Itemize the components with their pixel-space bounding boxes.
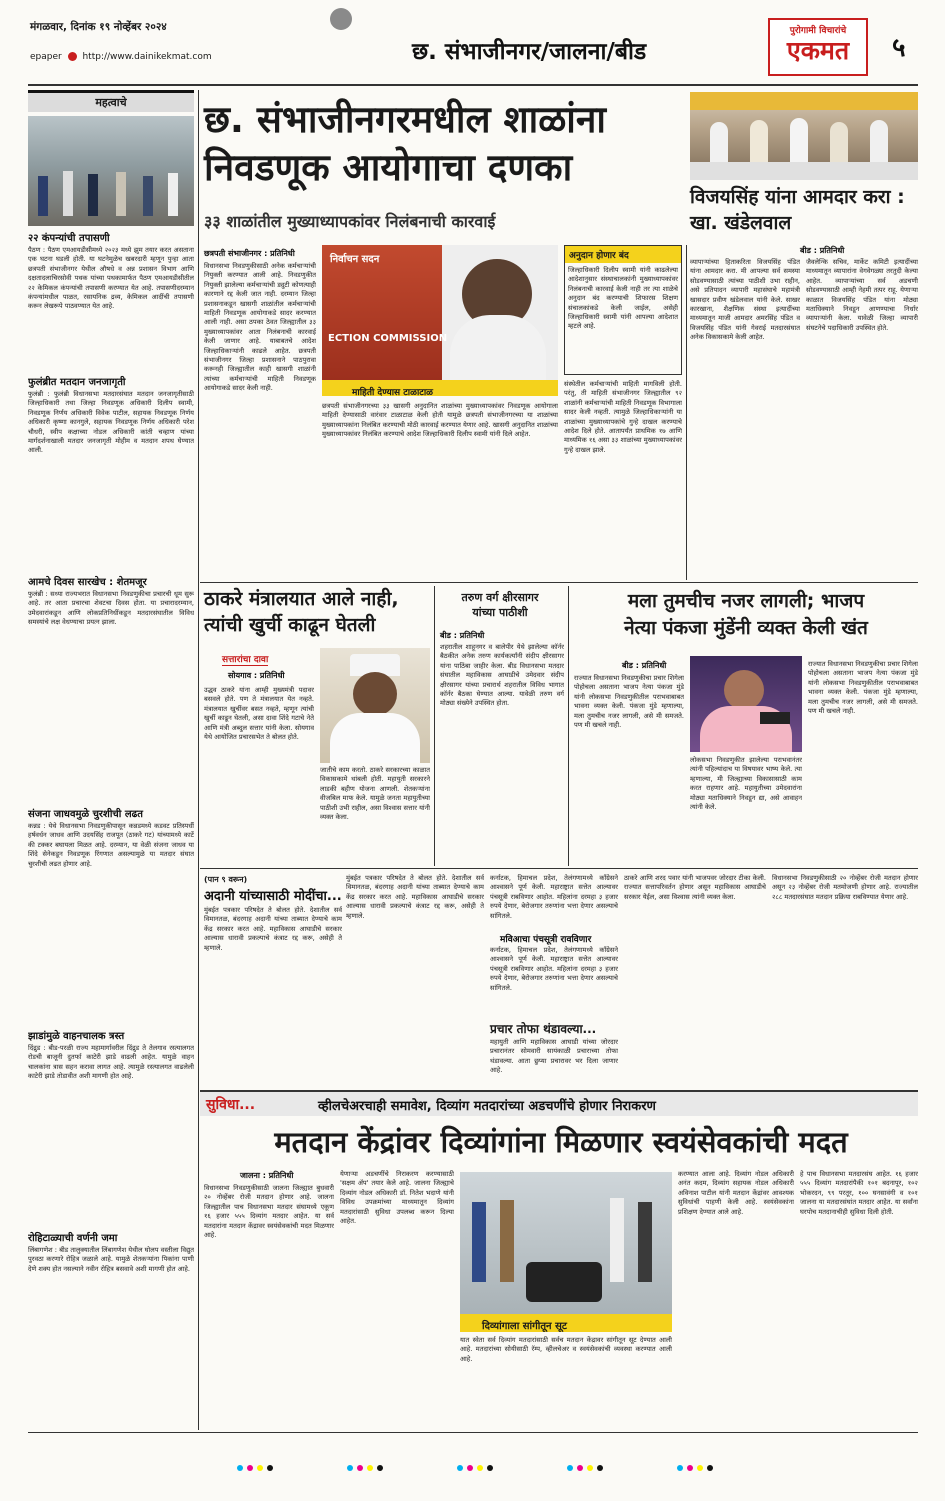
lead-headline-line1: छ. संभाजीनगरमधील शाळांना: [204, 98, 607, 141]
kshirsagar-dateline: बीड : प्रतिनिधी: [440, 631, 485, 640]
lead-photo-caption-text: माहिती देण्यास टाळाटाळ: [352, 388, 433, 398]
sidebar-item-4: [28, 1028, 194, 1224]
lead-photo-caption: [322, 380, 558, 396]
mid-rule-1: [200, 582, 918, 583]
brand-name: एकमत: [786, 36, 850, 65]
mid-rule-2: [200, 868, 918, 869]
suvidha-headline: मतदान केंद्रांवर दिव्यांगांना मिळणार स्वयंसेवकांची मदत: [274, 1125, 848, 1159]
lead-photo: [322, 245, 558, 380]
section-title: छ. संभाजीनगर/जालना/बीड: [412, 39, 647, 65]
thackeray-headline-line2: त्यांची खुर्ची काढून घेतली: [204, 614, 376, 636]
masthead: [0, 0, 945, 86]
sidebar-photo: [28, 116, 194, 226]
adani-jump: (पान ९ वरून): [204, 875, 248, 884]
footer-rule: [28, 1432, 918, 1433]
kshirsagar-divider: [568, 586, 569, 866]
thackeray-col1: उद्धव ठाकरे यांना आम्ही मुख्यमंत्री पदावर बसवले होते. पण ते मंत्रालयात येत नव्हते. मंत्रालयात खुर्चीवर बसत नव्हते, म्हणून त्यांची खुर्ची काढून घेतली, असा दावा शिंदे गटाचे नेते आणि मंत्री अब्दुल सत्तार यांनी केला. सोयगाव येथे आयोजित प्रचारसभेत ते बोलत होते.: [204, 686, 314, 742]
khandelwal-photo: [690, 92, 918, 180]
issue-date: मंगळवार, दिनांक १९ नोव्हेंबर २०२४: [30, 21, 167, 33]
brand-tagline: पुरोगामी विचारांचे: [789, 26, 847, 36]
website-url[interactable]: http://www.dainikekmat.com: [82, 52, 212, 62]
lead-right-divider: [686, 245, 687, 580]
pankaja-headline-line1: मला तुमचीच नजर लागली; भाजप: [627, 590, 865, 612]
suvidha-strip: [200, 1090, 918, 1116]
adani-col2: मुंबईत पत्रकार परिषदेत ते बोलत होते. देशातील सर्व विमानतळ, बंदरगाह अदानी यांच्या ताब्यात देण्याचे काम केंद्र सरकार करत आहे. महाविकास आघाडीचे सरकार आल्यास धारावी प्रकल्पाचे कंत्राट रद्द करू, असेही ते म्हणाले.: [346, 874, 484, 920]
pankaja-photo: [690, 656, 802, 752]
page-number: ५: [892, 33, 906, 63]
suvidha-strap: व्हीलचेअरचाही समावेश, दिव्यांग मतदारांच्या अडचणींचे होणार निराकरण: [318, 1099, 656, 1114]
kshirsagar-headline-line1: तरुण वर्ग क्षीरसागर: [461, 591, 539, 604]
suvidha-label: सुविधा...: [206, 1097, 256, 1113]
lead-sidebox-title: अनुदान होणार बंद: [565, 246, 681, 263]
pankaja-col2: लोकसभा निवडणुकीत झालेल्या पराभवानंतर त्यांनी पहिल्यांदाच या विषयावर भाष्य केले. त्या म्हणाल्या, मी जिल्ह्याच्या विकासासाठी काम करत राहणार आहे. महायुतीच्या उमेदवारांना मोठ्या मताधिक्याने निवडून द्या, असे आवाहन त्यांनी केले.: [690, 756, 802, 812]
kshirsagar-headline-line2: यांच्या पाठीशी: [472, 606, 528, 619]
thackeray-col2: जातीचे काम करतो. ठाकरे सरकारच्या काळात विकासकामे थांबली होती. महायुती सरकारने लाडकी बहीण योजना आणली. शेतकऱ्यांना वीजबिल माफ केले. यामुळे जनता महायुतीच्या पाठीशी उभी राहील, असा विश्वास सत्तार यांनी व्यक्त केला.: [320, 766, 430, 822]
epaper-label: epaper: [30, 52, 62, 62]
sidebar-item-title: आमचे दिवस सारखेच : शेतमजूर: [28, 577, 147, 588]
suvidha-photo-caption: [460, 1314, 672, 1332]
thackeray-headline: [204, 586, 430, 638]
lead-dateline: छत्रपती संभाजीनगर : प्रतिनिधी: [204, 249, 295, 258]
thackeray-dateline: सोयगाव : प्रतिनिधी: [228, 671, 285, 680]
sidebar-item-body: पैठण : पैठण एमआयडीसीमध्ये २०२३ मध्ये झुम तयार करत असताना एक घटना घडली होती. या घटनेमुळेच खबरदारी म्हणून पुन्हा आता छत्रपती संभाजीनगर येथील औषधे व अन्न प्रशासन विभाग आणि दक्षतादलाचिरसोवी पथक यांच्या पथकामार्फत पैठण एमआयडीसीतील २२ केमिकल कंपन्यांची तपासणी करण्यात येत आहे. तपासणीदरम्यान कंपन्यांमधील पाळत, रसायनिक द्रव्य, केमिकल आदींची तपासणी करून लेखरूपे पाठवण्यात येत आहे.: [28, 246, 194, 311]
sidebar-item-title: झाडांमुळे वाहनचालक त्रस्त: [28, 1031, 125, 1042]
thackeray-divider: [434, 586, 435, 866]
suvidha-col4: हे पाच विधानसभा मतदारसंघ आहेत. १६ हजार ५५५ दिव्यांग मतदारांपैकी १०१ बदनापूर, १०२ भोकरदन, ९९ परतूर, १०० घनसावंगी व १०१ जालना या मतदारसंघांत मतदार आहेत. या सर्वांना घरपोच मतदानाचीही सुविधा दिली होती.: [800, 1170, 918, 1216]
header-rule: [28, 84, 918, 86]
pankaja-col3: राज्यात विधानसभा निवडणुकीचा प्रचार शिगेला पोहोचला असताना भाजप नेत्या पंकजा मुंडे यांनी लोकसभा निवडणुकीतील पराभवाबाबत भावना व्यक्त केली. पंकजा मुंडे म्हणाल्या, मला तुमचीच नजर लागली, असे मी समजते. पण मी खचले नाही.: [808, 660, 918, 716]
sidebar-item-body: फुलंब्री : सध्या राज्यभरात विधानसभा निवडणुकीचा प्रचारची धूम सुरू आहे. तर आता प्रचारचा शेवटचा दिवस होता. या प्रचारादरम्यान, उमेदवारांकडून आणि लोकप्रतिनिधींकडून मतदारसंघातील विविध समस्यांचे लक्ष वेधण्याचा प्रयत्न झाला.: [28, 590, 194, 627]
sidebar-item-1: [28, 374, 194, 568]
wheelchair-photo: [460, 1172, 672, 1314]
sidebar-item-body: फुलंब्री : फुलंब्री विधानसभा मतदारसंघात मतदान जनजागृतीसाठी जिल्हाधिकारी तथा जिल्हा निवडणूक अधिकारी दिलीप स्वामी, निवडणूक निर्णय अधिकारी विवेक पाटील, सहायक निवडणूक निर्णय अधिकारी कृष्णा कानगुले, सहायक निवडणूक निर्णय अधिकारी परेश चौधरी, स्वीप कक्षाच्या नोडल अधिकारी कांती चव्हाण यांच्या मार्गदर्शनाखाली मतदार जनजागृती मोहीम व मतदान शपथ घेण्यात आली.: [28, 390, 194, 455]
thackeray-headline-line1: ठाकरे मंत्रालयात आले नाही,: [204, 588, 399, 610]
sidebar-heading-text: महत्वाचे: [95, 96, 127, 109]
sidebar-heading: [28, 90, 194, 112]
khandelwal-headline: विजयसिंह यांना आमदार करा : खा. खंडेलवाल: [690, 186, 905, 234]
khandelwal-col1: व्यापाऱ्यांच्या हिताकरिता विजयसिंह पंडित यांना आमदार करा. मी आपल्या सर्व समस्या सोडवण्यासाठी त्यांच्या पाठीशी उभा राहीन, असे प्रतिपादन व्यापारी महासंघाचे महामंत्री खासदार प्रवीण खंडेलवाल यांनी केले. साखर कारखाना, शैक्षणिक संस्था इत्यादींच्या माध्यमातून माजी आमदार अमरसिंह पंडित व विजयसिंह पंडित यांनी गेवराई मतदारसंघात अनेक विकासकामे केली आहेत.: [690, 258, 800, 342]
lead-headline: [204, 96, 680, 192]
thackeray-kicker: सत्तारांचा दावा: [222, 652, 268, 666]
globe-icon: [68, 52, 77, 61]
sidebar-item-0: [28, 230, 194, 368]
suvidha-col2: येणाऱ्या अडचणींचे निराकरण करण्यासाठी 'सक्षम ॲप' तयार केले आहे. जालना जिल्ह्याचे दिव्यांग नोडल अधिकारी डॉ. नितेश भदाणे यांनी विविध उपक्रमांच्या माध्यमातून दिव्यांग मतदारांसाठी सुविधा उपलब्ध करून दिल्या आहेत.: [340, 1170, 454, 1226]
sattar-photo: [320, 648, 430, 763]
adani-headline: अदानी यांच्यासाठी मोदींचा...: [204, 889, 342, 904]
sidebar-item-body: दिंद्रुड : बीड-परळी राज्य महामार्गावरील दिंद्रुड ते तेलगाव रस्त्यालगत रोडची बाजूनी दुतर्फा काटेरी झाडे वाढली आहेत. यामुळे वाहन चालकांना त्रास सहन करावा लागत आहे. त्यामुळे रस्त्यालगत वाढलेली काटेरी झाडे तोडावीत अशी मागणी होत आहे.: [28, 1044, 194, 1081]
sidebar-item-2: [28, 574, 194, 800]
sidebar-item-title: फुलंब्रीत मतदान जनजागृती: [28, 377, 126, 388]
pankaja-headline-line2: नेत्या पंकजा मुंडेंनी व्यक्त केली खंत: [624, 617, 868, 639]
kshirsagar-body: शहरातील शाहूनगर व बालेपीर येथे झालेल्या कॉर्नर बैठकीत अनेक तरुण कार्यकर्त्यांनी संदीप क्षीरसागर यांना पाठिंबा जाहीर केला. बीड विधानसभा मतदार संघातील महाविकास आघाडीचे उमेदवार संदीप क्षीरसागर यांच्या प्रचारार्थ शहरातील विविध भागात कॉर्नर बैठका घेण्यात आल्या. यावेळी तरुण वर्ग मोठ्या संख्येने उपस्थित होता.: [440, 643, 564, 708]
sidebar-item-body: लिंबागणेश : बीड तालुक्यातील लिंबागणेश येथील घोलप वस्तीला विद्युत पुरवठा करणारे रोहित्र जळाले आहे. यामुळे शेतकऱ्यांना पिकांना पाणी देणे शक्य होत नसल्याने नवीन रोहित्र बसवावे अशी मागणी होत आहे.: [28, 1246, 194, 1273]
tofa-headline: प्रचार तोफा थंडावल्या...: [490, 1022, 597, 1036]
lead-headline-line2: निवडणूक आयोगाचा दणका: [204, 146, 573, 189]
khandelwal-col2: जैवलेन्कि सचिव, मार्केट कमिटी इत्यादींच्या माध्यमातून व्यापारांना वेगवेगळ्या तरतुदी केल्या आहेत. व्यापाऱ्यांच्या सर्व अडचणी सोडवण्यासाठी आम्ही नेहमी तत्पर राहू. येणाऱ्या काळात विजयसिंह पंडित यांना मोठ्या मताधिक्याने निवडून आणण्याचा निर्धार व्यापाऱ्यांनी केला. यावेळी जिल्हा व्यापारी संघटनेचे पदाधिकारी उपस्थित होते.: [806, 258, 918, 332]
raj-col4: विधानसभा निवडणुकीसाठी २० नोव्हेंबर रोजी मतदान होणार असून २३ नोव्हेंबर रोजी मतमोजणी होणार आहे. राज्यातील २८८ मतदारसंघात मतदान प्रक्रिया राबविण्यात येणार आहे.: [772, 874, 918, 901]
suvidha-col3: करण्यात आला आहे. दिव्यांग नोडल अधिकारी अनंत कदम, दिव्यांग सहायक नोडल अधिकारी अविनाश पाटील यांनी मतदान केंद्रांवर आवश्यक सुविधांची पाहणी केली आहे. स्वयंसेवकांना प्रशिक्षण देण्यात आले आहे.: [678, 1170, 794, 1216]
sidebar-item-5: [28, 1230, 194, 1356]
raj-col1b: कर्नाटक, हिमाचल प्रदेश, तेलंगणामध्ये काँग्रेसने आश्वासने पूर्ण केली. महाराष्ट्रात सत्तेत आल्यावर पंचसूत्री राबविणार आहोत. महिलांना दरमहा ३ हजार रुपये देणार, बेरोजगार तरुणांना भत्ता देणार असल्याचे सांगितले.: [490, 946, 618, 992]
sidebar-item-3: [28, 806, 194, 1022]
suvidha-col1: विधानसभा निवडणुकीसाठी जालना जिल्ह्यात बुधवारी २० नोव्हेंबर रोजी मतदान होणार आहे. जालना जिल्ह्यातील पाच विधानसभा मतदार संघामध्ये एकूण १६ हजार ५५५ दिव्यांग मतदार आहेत. या सर्व मतदारांना मतदान केंद्रावर स्वयंसेवकांची मदत मिळणार आहे.: [204, 1184, 334, 1240]
lead-col3: संस्थेतील कर्मचाऱ्यांची माहिती मागविली होती. परंतु, ती माहिती संभाजीनगर जिल्ह्यातील ९२ शाळांनी कर्मचाऱ्यांची माहिती निवडणूक विभागाला सादर केली नव्हती. त्यामुळे जिल्हाधिकाऱ्यांनी या शाळांच्या मुख्याध्यापकांचे गुन्हे दाखल करण्याचे आदेश दिले होते. आतापर्यंत प्राथमिक १७ आणि माध्यमिक १६ असा ३३ शाळांच्या मुख्याध्यापकांवर गुन्हे दाखल झाले.: [564, 380, 682, 454]
print-color-marks: [60, 1456, 890, 1470]
raj-col3: ठाकरे आणि शरद पवार यांनी भाजपवर जोरदार टीका केली. राज्यात सत्तापरिवर्तन होणार असून महाविकास आघाडीचे सरकार येईल, असा विश्वास त्यांनी व्यक्त केला.: [624, 874, 766, 901]
lead-sidebox: [564, 245, 682, 375]
pankaja-headline: [574, 588, 918, 642]
sidebar: [28, 90, 194, 1440]
raj-col1: कर्नाटक, हिमाचल प्रदेश, तेलंगणामध्ये काँग्रेसने आश्वासने पूर्ण केली. महाराष्ट्रात सत्तेत आल्यावर पंचसूत्री राबविणार आहोत. महिलांना दरमहा ३ हजार रुपये देणार, बेरोजगार तरुणांना भत्ता देणार असल्याचे सांगितले.: [490, 874, 618, 920]
pankaja-col1: राज्यात विधानसभा निवडणुकीचा प्रचार शिगेला पोहोचला असताना भाजप नेत्या पंकजा मुंडे यांनी लोकसभा निवडणुकीतील पराभवाबाबत भावना व्यक्त केली. पंकजा मुंडे म्हणाल्या, मला तुमचीच नजर लागली, असे मी समजते. पण मी खचले नाही.: [574, 674, 684, 730]
suvidha-photo-text: यात स्वेता सर्व दिव्यांग मतदारांसाठी सर्वच मतदान केंद्रावर सांगीतून सूट देण्यात आली आहे. मतदारांच्या सोयीसाठी रॅम्प, व्हीलचेअर व स्वयंसेवकांची व्यवस्था करण्यात आली आहे.: [460, 1336, 672, 1363]
lead-subhead: ३३ शाळांतील मुख्याध्यापकांवर निलंबनाची कारवाई: [204, 212, 496, 231]
raj-kicker: मविआचा पंचसूत्री रावविणार: [500, 935, 592, 945]
adani-col1: मुंबईत पत्रकार परिषदेत ते बोलत होते. देशातील सर्व विमानतळ, बंदरगाह अदानी यांच्या ताब्यात देण्याचे काम केंद्र सरकार करत आहे. महाविकास आघाडीचे सरकार आल्यास धारावी प्रकल्पाचे कंत्राट रद्द करू, असेही ते म्हणाले.: [204, 906, 342, 952]
epaper-link[interactable]: [30, 52, 212, 62]
sidebar-item-title: संजना जाधवमुळे चुरशीची लढत: [28, 809, 143, 820]
photo-sign-text2: ECTION COMMISSION: [328, 333, 448, 344]
suvidha-dateline: जालना : प्रतिनिधी: [240, 1171, 294, 1180]
photo-sign-text: निर्वाचन सदन: [330, 254, 380, 265]
sidebar-item-title: २२ कंपन्यांची तपासणी: [28, 233, 110, 244]
kshirsagar-headline: [438, 590, 562, 620]
lead-col1: विधानसभा निवडणुकीसाठी अनेक कर्मचाऱ्यांची नियुक्ती करण्यात आली आहे. निवडणुकीत नियुक्ती झालेल्या कर्मचाऱ्यांची ड्युटी कोणत्याही कारणाने रद्द केली जात नाही. दरम्यान जिल्हा प्रशासनाकडून खासगी शाळांतील कर्मचाऱ्यांची माहिती निवडणूक आयोगाकडे सादर करण्यात आली नाही. असा ठपका ठेवत जिल्ह्यातील ३३ मुख्याध्यापकांवर आता निलंबनाची कारवाई केली जाणार आहे. याबाबतचे आदेश जिल्हाधिकाऱ्यांनी काढले आहेत. छत्रपती संभाजीनगर जिल्हा प्रशासनाने पाठपुरावा करूनही जिल्ह्यातील काही खासगी शाळांनी त्यांच्या कर्मचाऱ्यांची माहिती निवडणूक आयोगाकडे सादर केली नाही.: [204, 262, 316, 393]
lead-col2: छत्रपती संभाजीनगरच्या ३३ खासगी अनुदानित शाळांच्या मुख्याध्यापकांवर निवडणूक आयोगाला माहिती देण्यासाठी वारंवार टाळाटाळ केली होती यामुळे छत्रपती संभाजीनगरच्या या शाळांच्या मुख्याध्यापकांना निलंबित करण्याची मोठी कारवाई करण्यात येणार आहे. खासगी अनुदानित शाळांच्या मुख्याध्यापकांवर निलंबित करण्याचे आदेश जिल्हाधिकारी दिलीप स्वामी यांनी दिले आहेत.: [322, 402, 558, 439]
brand-logo: [768, 18, 868, 76]
suvidha-photo-caption-text: दिव्यांगाला सांगीतून सूट: [482, 1321, 567, 1332]
pankaja-dateline: बीड : प्रतिनिधी: [622, 661, 667, 670]
header-emblem: [330, 8, 352, 30]
sidebar-divider: [198, 90, 199, 1430]
lead-sidebox-body: जिल्हाधिकारी दिलीप स्वामी यांनी काढलेल्या आदेशानुसार संस्थाचालकांनी मुख्याध्यापकांवर निलंबनाची कारवाई केली नाही तर त्या शाळेचे अनुदान बंद करण्याची शिफारस शिक्षण संचालकांकडे केली जाईल, असेही जिल्हाधिकारी स्वामी यांनी आपल्या आदेशात म्हटले आहे.: [568, 266, 678, 331]
sidebar-item-body: कन्नड : येथे विधानसभा निवडणुकीपासून कन्नडमध्ये कडवट प्रतिस्पर्धी हर्षवर्धन जाधव आणि उदयसिंह राजपूत (ठाकरे गट) यांच्यामध्ये काटें की टक्कर बघायला मिळत आहे. दरम्यान, या वेळी संजना जाधव या शिंदे सेनेकडून निवडणूक रिंगणात असल्यामुळे या मतदार संघात चुरशीची लढत होणार आहे.: [28, 822, 194, 868]
tofa-body: महायुती आणि महाविकास आघाडी यांच्या जोरदार प्रचारानंतर सोमवारी सायंकाळी प्रचाराच्या तोफा थंडावल्या. आता छुप्या प्रचारावर भर दिला जाणार आहे.: [490, 1038, 618, 1075]
khandelwal-dateline: बीड : प्रतिनिधी: [800, 246, 845, 255]
sidebar-item-title: रोहिटाळ्याची वर्णनी जमा: [28, 1233, 118, 1244]
